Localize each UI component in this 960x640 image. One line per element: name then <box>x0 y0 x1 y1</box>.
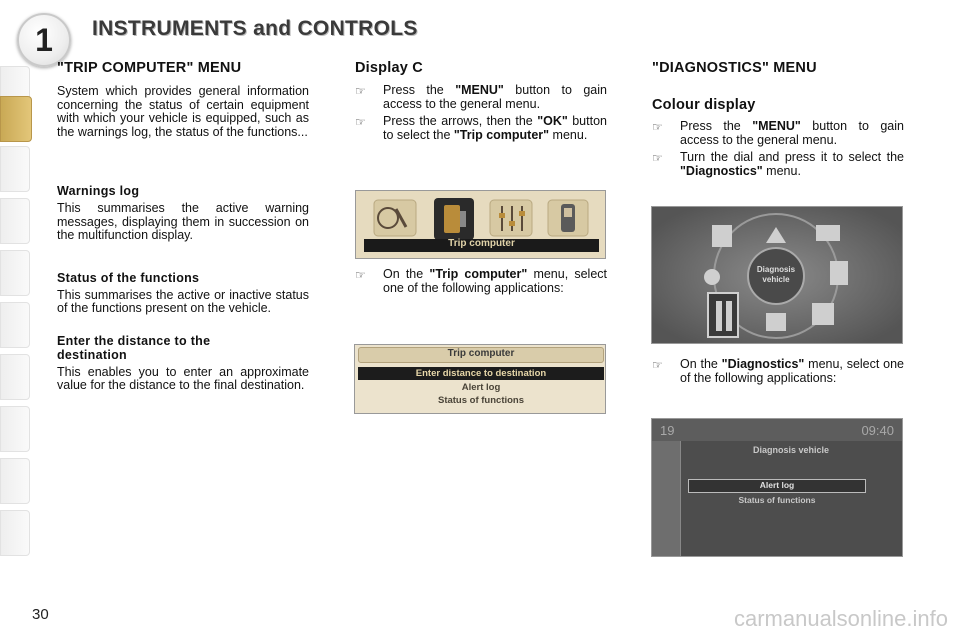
instruction-item <box>355 84 607 111</box>
chapter-tab <box>0 354 30 400</box>
menu-item-alert-log: Alert log <box>461 382 501 393</box>
menu-header-text: Trip computer <box>447 348 515 359</box>
diagnostics-dial-screenshot <box>651 206 903 344</box>
status-left-value: 19 <box>660 423 675 438</box>
instruction-item <box>652 120 904 147</box>
instruction-text: Press the "MENU" button to gain access to the general menu. <box>383 83 607 111</box>
left-column <box>57 60 309 393</box>
instruction-item <box>355 268 607 295</box>
instruction-item <box>652 151 904 178</box>
pointing-hand-icon: ☞ <box>652 120 663 134</box>
diagnostics-heading: "DIAGNOSTICS" MENU <box>652 60 817 76</box>
chapter-tab <box>0 510 30 556</box>
display-c-menu-screenshot <box>355 190 606 259</box>
warnings-log-text: This summarises the active warning messages, displaying them in succession on the multifunction display. <box>57 201 309 242</box>
intro-text: System which provides general information concerning the status of certain equipment with which your vehicle is equipped, such as the warnings log, the status of the functions... <box>57 84 309 139</box>
instruction-text: On the "Diagnostics" menu, select one of the following applications: <box>680 357 905 385</box>
trip-computer-menu-screenshot <box>354 344 606 414</box>
status-clock: 09:40 <box>861 423 894 438</box>
instruction-text: Press the arrows, then the "OK" button to select the "Trip computer" menu. <box>383 114 607 142</box>
chapter-tabs <box>0 66 32 576</box>
dial-center-label: Diagnosis vehicle <box>756 265 796 284</box>
chapter-tab <box>0 458 30 504</box>
trip-computer-label: Trip computer <box>448 238 515 249</box>
distance-heading: Enter the distance to the destination <box>57 333 211 362</box>
chapter-badge <box>17 13 71 67</box>
watermark: carmanualsonline.info <box>733 606 948 631</box>
colour-display-heading: Colour display <box>652 97 756 113</box>
right-column <box>652 60 904 178</box>
menu-item-enter-distance: Enter distance to destination <box>415 368 547 379</box>
chapter-tab <box>0 406 30 452</box>
instruction-text: Turn the dial and press it to select the "Diagnostics" menu. <box>680 150 904 178</box>
status-functions-text: This summarises the active or inactive status of the functions present on the vehicle. <box>57 287 309 315</box>
pointing-hand-icon: ☞ <box>355 84 366 98</box>
chapter-title: INSTRUMENTS and CONTROLS <box>92 17 418 40</box>
chapter-tab <box>0 198 30 244</box>
instruction-text: Press the "MENU" button to gain access to the general menu. <box>680 119 904 147</box>
instruction-item <box>652 358 904 385</box>
diagnostics-menu-screenshot <box>651 418 903 557</box>
instruction-item <box>355 115 607 142</box>
page-number: 30 <box>32 606 49 623</box>
chapter-tab <box>0 146 30 192</box>
chapter-tab <box>0 250 30 296</box>
warnings-log-heading: Warnings log <box>57 184 140 198</box>
chapter-number: 1 <box>35 21 53 58</box>
pointing-hand-icon: ☞ <box>652 151 663 165</box>
diagnosis-title: Diagnosis vehicle <box>752 445 830 455</box>
diagnosis-item-status-functions: Status of functions <box>738 495 816 505</box>
trip-computer-heading: "TRIP COMPUTER" MENU <box>57 60 242 76</box>
middle-column <box>355 60 607 142</box>
right-lower <box>652 358 904 385</box>
menu-item-status-functions: Status of functions <box>437 395 525 406</box>
middle-lower <box>355 268 607 295</box>
pointing-hand-icon: ☞ <box>355 115 366 129</box>
diagnosis-item-alert-log: Alert log <box>759 480 795 490</box>
chapter-tab <box>0 302 30 348</box>
status-functions-heading: Status of the functions <box>57 270 200 285</box>
instruction-text: On the "Trip computer" menu, select one of the following applications: <box>383 267 608 295</box>
display-c-heading: Display C <box>355 60 423 76</box>
page-header <box>0 0 960 56</box>
chapter-tab-active <box>0 96 32 142</box>
pointing-hand-icon: ☞ <box>652 358 663 372</box>
pointing-hand-icon: ☞ <box>355 268 366 282</box>
distance-text: This enables you to enter an approximate value for the distance to the final destination. <box>57 364 309 392</box>
